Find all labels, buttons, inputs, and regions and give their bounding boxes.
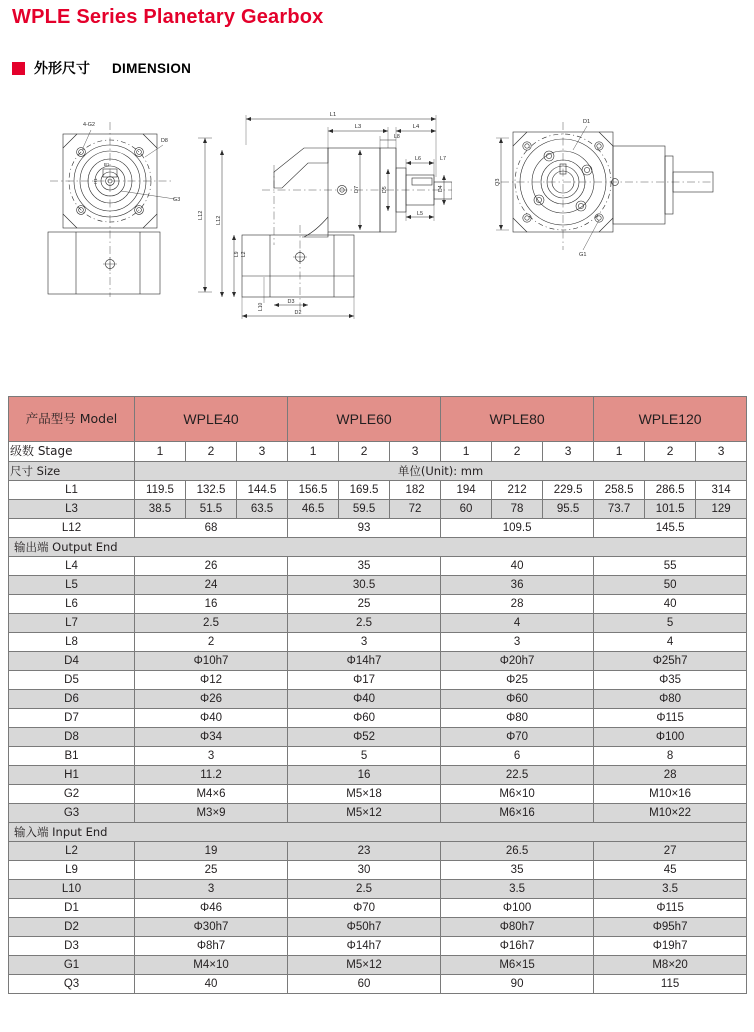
row-label-G1: G1: [9, 956, 135, 975]
svg-text:L2: L2: [241, 251, 247, 257]
row-label-L6: L6: [9, 595, 135, 614]
cell-L9: 25: [135, 861, 288, 880]
table-row: [9, 557, 747, 576]
table-row: [9, 709, 747, 728]
cell-L3: 63.5: [237, 500, 288, 519]
cell-G3: M3×9: [135, 804, 288, 823]
row-label-H1: H1: [9, 766, 135, 785]
cell-L6: 40: [594, 595, 747, 614]
cell-L2: 26.5: [441, 842, 594, 861]
svg-text:L10: L10: [258, 302, 264, 311]
row-label-G3: G3: [9, 804, 135, 823]
model-column-header: 产品型号 Model: [9, 397, 135, 442]
stage-label: 级数 Stage: [9, 442, 135, 462]
svg-text:L9: L9: [234, 251, 240, 257]
table-row: [9, 804, 747, 823]
table-row: [9, 519, 747, 538]
svg-text:B1: B1: [104, 162, 110, 167]
svg-text:4-G2: 4-G2: [83, 122, 95, 128]
table-row: [9, 690, 747, 709]
cell-G3: M5×12: [288, 804, 441, 823]
cell-D7: Φ115: [594, 709, 747, 728]
model-header-WPLE120: WPLE120: [594, 397, 747, 442]
row-label-D1: D1: [9, 899, 135, 918]
cell-L7: 5: [594, 614, 747, 633]
cell-L1: 194: [441, 481, 492, 500]
drawing-right-angle-section-view: [212, 105, 452, 323]
table-row: [9, 671, 747, 690]
cell-L10: 3: [135, 880, 288, 899]
cell-L1: 182: [390, 481, 441, 500]
square-marker-icon: [12, 62, 25, 75]
row-label-B1: B1: [9, 747, 135, 766]
stage-cell: 3: [543, 442, 594, 462]
cell-D3: Φ14h7: [288, 937, 441, 956]
cell-D5: Φ12: [135, 671, 288, 690]
cell-L7: 2.5: [288, 614, 441, 633]
cell-D3: Φ19h7: [594, 937, 747, 956]
size-unit-cell: 单位(Unit): mm: [135, 462, 747, 481]
cell-G1: M8×20: [594, 956, 747, 975]
cell-G2: M6×10: [441, 785, 594, 804]
table-row: [9, 785, 747, 804]
svg-text:G1: G1: [579, 252, 587, 258]
cell-D2: Φ80h7: [441, 918, 594, 937]
table-row: [9, 975, 747, 994]
table-row: [9, 956, 747, 975]
cell-L7: 2.5: [135, 614, 288, 633]
table-row: [9, 595, 747, 614]
cell-L12: 93: [288, 519, 441, 538]
cell-L8: 2: [135, 633, 288, 652]
cell-D8: Φ100: [594, 728, 747, 747]
cell-L6: 16: [135, 595, 288, 614]
cell-L1: 156.5: [288, 481, 339, 500]
row-label-D4: D4: [9, 652, 135, 671]
svg-text:L6: L6: [415, 156, 421, 162]
model-header-WPLE80: WPLE80: [441, 397, 594, 442]
table-row: [9, 728, 747, 747]
svg-text:G3: G3: [173, 197, 181, 203]
cell-L3: 72: [390, 500, 441, 519]
size-row: [9, 462, 747, 481]
cell-B1: 8: [594, 747, 747, 766]
cell-B1: 5: [288, 747, 441, 766]
cell-L1: 229.5: [543, 481, 594, 500]
cell-D5: Φ25: [441, 671, 594, 690]
table-row: [9, 481, 747, 500]
stage-row: [9, 442, 747, 462]
stage-cell: 3: [696, 442, 747, 462]
specification-table-body: [9, 397, 747, 994]
cell-G2: M4×6: [135, 785, 288, 804]
table-row: [9, 652, 747, 671]
section-divider-row: [9, 538, 747, 557]
svg-text:L5: L5: [417, 211, 423, 217]
row-label-G2: G2: [9, 785, 135, 804]
svg-text:D8: D8: [161, 138, 168, 144]
cell-D4: Φ10h7: [135, 652, 288, 671]
cell-Q3: 90: [441, 975, 594, 994]
cell-L2: 23: [288, 842, 441, 861]
row-label-D7: D7: [9, 709, 135, 728]
cell-D3: Φ8h7: [135, 937, 288, 956]
cell-B1: 6: [441, 747, 594, 766]
cell-Q3: 115: [594, 975, 747, 994]
cell-L5: 24: [135, 576, 288, 595]
row-label-L5: L5: [9, 576, 135, 595]
stage-cell: 1: [594, 442, 645, 462]
row-label-L7: L7: [9, 614, 135, 633]
cell-L12: 145.5: [594, 519, 747, 538]
stage-cell: 2: [492, 442, 543, 462]
cell-D6: Φ26: [135, 690, 288, 709]
cell-D4: Φ20h7: [441, 652, 594, 671]
cell-G1: M6×15: [441, 956, 594, 975]
cell-L8: 3: [288, 633, 441, 652]
cell-L5: 36: [441, 576, 594, 595]
svg-text:D3: D3: [287, 299, 295, 305]
table-row: [9, 880, 747, 899]
right-angle-section-svg: [212, 105, 452, 323]
cell-L3: 38.5: [135, 500, 186, 519]
table-row: [9, 500, 747, 519]
section-heading: [12, 58, 191, 78]
row-label-D6: D6: [9, 690, 135, 709]
cell-G1: M4×10: [135, 956, 288, 975]
cell-D2: Φ30h7: [135, 918, 288, 937]
table-row: [9, 899, 747, 918]
cell-D3: Φ16h7: [441, 937, 594, 956]
svg-text:D7: D7: [354, 185, 360, 193]
svg-text:L7: L7: [440, 156, 446, 162]
cell-L3: 73.7: [594, 500, 645, 519]
cell-L9: 35: [441, 861, 594, 880]
table-row: [9, 633, 747, 652]
cell-H1: 11.2: [135, 766, 288, 785]
cell-H1: 22.5: [441, 766, 594, 785]
table-row: [9, 614, 747, 633]
cell-L5: 30.5: [288, 576, 441, 595]
row-label-D2: D2: [9, 918, 135, 937]
table-row: [9, 747, 747, 766]
cell-Q3: 40: [135, 975, 288, 994]
cell-L4: 55: [594, 557, 747, 576]
svg-text:D2: D2: [294, 310, 302, 316]
input-end-front-svg: [487, 110, 722, 290]
cell-L3: 60: [441, 500, 492, 519]
stage-cell: 3: [390, 442, 441, 462]
table-row: [9, 937, 747, 956]
cell-L7: 4: [441, 614, 594, 633]
svg-text:L12: L12: [216, 215, 222, 225]
cell-L1: 144.5: [237, 481, 288, 500]
svg-text:Q3: Q3: [495, 178, 501, 186]
model-header-WPLE40: WPLE40: [135, 397, 288, 442]
cell-D8: Φ52: [288, 728, 441, 747]
cell-L10: 3.5: [594, 880, 747, 899]
size-label: 尺寸 Size: [9, 462, 135, 481]
cell-L6: 28: [441, 595, 594, 614]
table-row: [9, 842, 747, 861]
cell-D5: Φ35: [594, 671, 747, 690]
cell-D4: Φ25h7: [594, 652, 747, 671]
cell-D4: Φ14h7: [288, 652, 441, 671]
cell-D7: Φ80: [441, 709, 594, 728]
cell-L1: 169.5: [339, 481, 390, 500]
cell-G2: M5×18: [288, 785, 441, 804]
stage-cell: 1: [288, 442, 339, 462]
cell-L8: 3: [441, 633, 594, 652]
stage-cell: 3: [237, 442, 288, 462]
drawings-area: [0, 100, 754, 340]
svg-text:L12: L12: [198, 210, 204, 220]
section-divider-row: [9, 823, 747, 842]
row-label-L9: L9: [9, 861, 135, 880]
cell-H1: 28: [594, 766, 747, 785]
svg-text:H1: H1: [93, 178, 98, 184]
cell-L6: 25: [288, 595, 441, 614]
cell-L10: 2.5: [288, 880, 441, 899]
cell-L2: 19: [135, 842, 288, 861]
svg-text:D1: D1: [583, 119, 591, 125]
table-row: [9, 861, 747, 880]
cell-D1: Φ100: [441, 899, 594, 918]
cell-G3: M6×16: [441, 804, 594, 823]
cell-G2: M10×16: [594, 785, 747, 804]
row-label-Q3: Q3: [9, 975, 135, 994]
cell-L1: 286.5: [645, 481, 696, 500]
section-label-cn: 外形尺寸: [34, 61, 90, 77]
cell-D7: Φ40: [135, 709, 288, 728]
row-label-L2: L2: [9, 842, 135, 861]
output-end-front-svg: [45, 112, 220, 302]
table-header-row: [9, 397, 747, 442]
specification-table: [8, 396, 747, 994]
svg-text:L8: L8: [394, 134, 400, 140]
cell-L4: 35: [288, 557, 441, 576]
cell-D2: Φ50h7: [288, 918, 441, 937]
cell-L4: 40: [441, 557, 594, 576]
cell-D6: Φ40: [288, 690, 441, 709]
cell-L3: 129: [696, 500, 747, 519]
section-label-en: DIMENSION: [112, 60, 192, 76]
cell-L1: 132.5: [186, 481, 237, 500]
table-row: [9, 766, 747, 785]
row-label-D3: D3: [9, 937, 135, 956]
cell-Q3: 60: [288, 975, 441, 994]
cell-D1: Φ46: [135, 899, 288, 918]
cell-G1: M5×12: [288, 956, 441, 975]
cell-L10: 3.5: [441, 880, 594, 899]
stage-cell: 2: [339, 442, 390, 462]
row-label-L3: L3: [9, 500, 135, 519]
cell-L3: 51.5: [186, 500, 237, 519]
cell-L12: 109.5: [441, 519, 594, 538]
cell-L1: 258.5: [594, 481, 645, 500]
cell-L12: 68: [135, 519, 288, 538]
svg-text:D5: D5: [382, 186, 388, 193]
cell-L2: 27: [594, 842, 747, 861]
cell-D6: Φ60: [441, 690, 594, 709]
cell-L1: 212: [492, 481, 543, 500]
cell-D5: Φ17: [288, 671, 441, 690]
row-label-L4: L4: [9, 557, 135, 576]
row-label-L1: L1: [9, 481, 135, 500]
svg-text:L4: L4: [412, 124, 420, 130]
row-label-D5: D5: [9, 671, 135, 690]
svg-text:D4: D4: [438, 185, 444, 192]
svg-text:L3: L3: [354, 124, 362, 130]
cell-D1: Φ70: [288, 899, 441, 918]
cell-H1: 16: [288, 766, 441, 785]
row-label-L8: L8: [9, 633, 135, 652]
specification-table-wrapper: [8, 396, 746, 994]
cell-L3: 101.5: [645, 500, 696, 519]
cell-D1: Φ115: [594, 899, 747, 918]
cell-L1: 314: [696, 481, 747, 500]
cell-L4: 26: [135, 557, 288, 576]
cell-L3: 95.5: [543, 500, 594, 519]
table-row: [9, 918, 747, 937]
cell-L1: 119.5: [135, 481, 186, 500]
model-header-WPLE60: WPLE60: [288, 397, 441, 442]
row-label-L10: L10: [9, 880, 135, 899]
cell-L5: 50: [594, 576, 747, 595]
cell-L3: 59.5: [339, 500, 390, 519]
stage-cell: 2: [645, 442, 696, 462]
cell-L9: 45: [594, 861, 747, 880]
cell-L8: 4: [594, 633, 747, 652]
drawing-output-end-front-view: [45, 112, 220, 302]
svg-text:L1: L1: [329, 112, 337, 118]
section-input-end: 输入端 Input End: [9, 823, 747, 842]
cell-L3: 46.5: [288, 500, 339, 519]
cell-D6: Φ80: [594, 690, 747, 709]
row-label-D8: D8: [9, 728, 135, 747]
page-title: WPLE Series Planetary Gearbox: [12, 6, 324, 28]
cell-B1: 3: [135, 747, 288, 766]
table-row: [9, 576, 747, 595]
stage-cell: 2: [186, 442, 237, 462]
cell-L9: 30: [288, 861, 441, 880]
stage-cell: 1: [441, 442, 492, 462]
cell-D2: Φ95h7: [594, 918, 747, 937]
drawing-input-end-front-view: [487, 110, 722, 290]
section-output-end: 输出端 Output End: [9, 538, 747, 557]
cell-L3: 78: [492, 500, 543, 519]
cell-D7: Φ60: [288, 709, 441, 728]
cell-D8: Φ70: [441, 728, 594, 747]
cell-D8: Φ34: [135, 728, 288, 747]
row-label-L12: L12: [9, 519, 135, 538]
cell-G3: M10×22: [594, 804, 747, 823]
stage-cell: 1: [135, 442, 186, 462]
